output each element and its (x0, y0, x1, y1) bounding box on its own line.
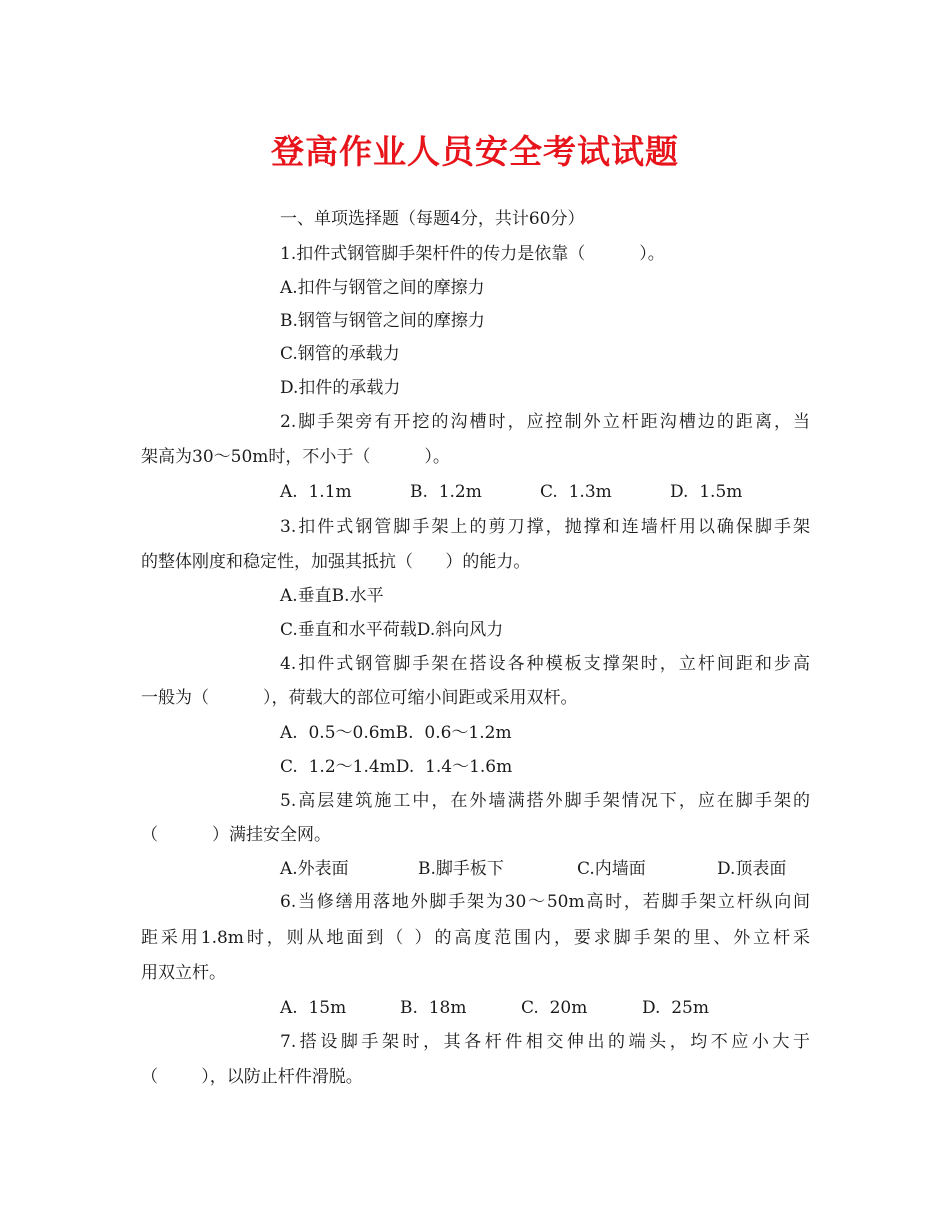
question-4-stem-line-1: 4.扣件式钢管脚手架在搭设各种模板支撑架时，立杆间距和步高 (280, 654, 810, 674)
question-7-stem-line-1: 7.搭设脚手架时，其各杆件相交伸出的端头，均不应小大于 (280, 1032, 810, 1052)
question-5-stem-line-2: （ ）满挂安全网。 (141, 825, 332, 845)
question-4-options-cd: C. 1.2～1.4mD. 1.4～1.6m (280, 757, 513, 777)
question-6-option-a: A. 15m (280, 998, 347, 1018)
question-2-stem-line-2: 架高为30～50m时，不小于（ ）。 (141, 447, 450, 467)
question-6-stem-line-1: 6.当修缮用落地外脚手架为30～50m高时，若脚手架立杆纵向间 (280, 892, 810, 912)
question-2-option-a: A. 1.1m (280, 482, 352, 502)
question-5-option-a: A.外表面 (280, 859, 349, 879)
page-title: 登高作业人员安全考试试题 (271, 132, 679, 171)
question-3-options-cd: C.垂直和水平荷载D.斜向风力 (280, 620, 504, 640)
question-6-option-d: D. 25m (642, 998, 709, 1018)
question-1-option-b: B.钢管与钢管之间的摩擦力 (280, 311, 485, 331)
question-4-stem-line-2: 一般为（ ），荷载大的部位可缩小间距或采用双杆。 (141, 688, 578, 708)
question-6-stem-line-3: 用双立杆。 (141, 963, 226, 983)
section-heading: 一、单项选择题（每题4分，共计60分） (280, 209, 585, 229)
question-3-options-ab: A.垂直B.水平 (280, 586, 384, 606)
question-5-option-d: D.顶表面 (717, 859, 787, 879)
question-3-stem-line-2: 的整体刚度和稳定性，加强其抵抗（ ）的能力。 (141, 552, 531, 572)
question-2-option-b: B. 1.2m (410, 482, 482, 502)
question-2-option-d: D. 1.5m (670, 482, 743, 502)
question-5-option-c: C.内墙面 (577, 859, 646, 879)
question-6-stem-line-2: 距采用1.8m时，则从地面到（ ）的高度范围内，要求脚手架的里、外立杆采 (141, 928, 810, 948)
question-7-stem-line-2: （ ），以防止杆件滑脱。 (141, 1067, 363, 1087)
question-2-stem-line-1: 2.脚手架旁有开挖的沟槽时，应控制外立杆距沟槽边的距离，当 (280, 412, 810, 432)
question-2-option-c: C. 1.3m (540, 482, 612, 502)
question-4-options-ab: A. 0.5～0.6mB. 0.6～1.2m (280, 723, 512, 743)
question-5-option-b: B.脚手板下 (418, 859, 504, 879)
question-1-option-a: A.扣件与钢管之间的摩擦力 (280, 278, 485, 298)
question-1-option-c: C.钢管的承载力 (280, 344, 400, 364)
question-6-option-b: B. 18m (400, 998, 467, 1018)
question-5-stem-line-1: 5.高层建筑施工中，在外墙满搭外脚手架情况下，应在脚手架的 (280, 791, 810, 811)
question-1-option-d: D.扣件的承载力 (280, 378, 401, 398)
question-1-stem: 1.扣件式钢管脚手架杆件的传力是依靠（ ）。 (280, 244, 665, 264)
question-6-option-c: C. 20m (521, 998, 588, 1018)
question-3-stem-line-1: 3.扣件式钢管脚手架上的剪刀撑，抛撑和连墙杆用以确保脚手架 (280, 517, 810, 537)
